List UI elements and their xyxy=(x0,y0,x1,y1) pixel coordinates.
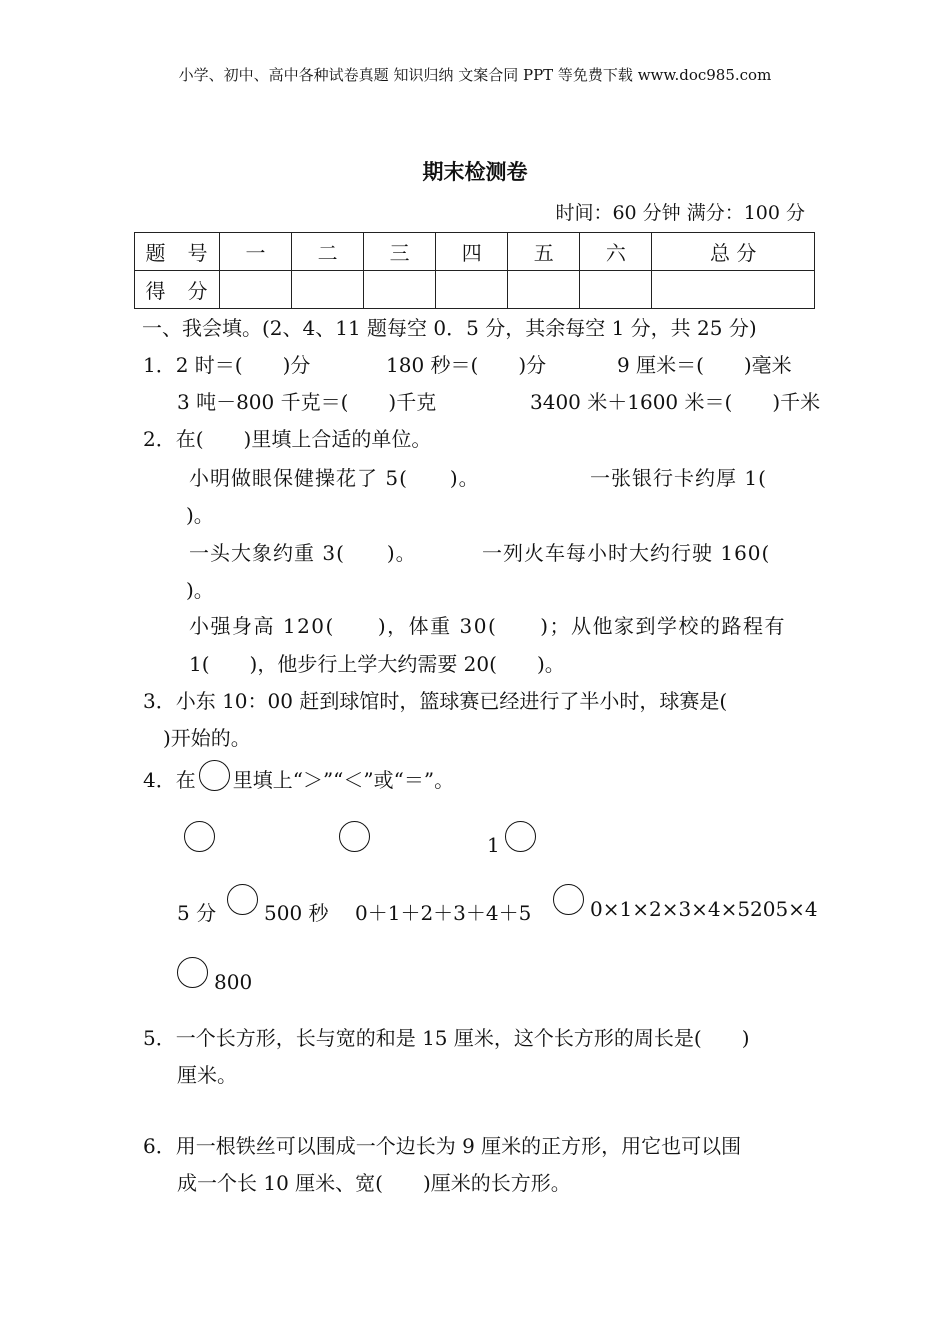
q1-item-c: 9 厘米＝( )毫米 xyxy=(617,353,792,377)
table-cell: 六 xyxy=(580,233,652,271)
comparison-circle xyxy=(199,760,230,791)
score-cell[interactable] xyxy=(508,271,580,309)
score-cell[interactable] xyxy=(652,271,815,309)
q1-item-e: 3400 米＋1600 米＝( )千米 xyxy=(530,390,821,414)
table-cell: 五 xyxy=(508,233,580,271)
q4-stem-suffix: 里填上“＞”“＜”或“＝”。 xyxy=(232,768,455,792)
q2-line: 一头大象约重 3( )。 xyxy=(189,541,417,565)
q4-expr: 500 秒 xyxy=(264,901,329,925)
q3-line: )开始的。 xyxy=(163,726,251,750)
q2-line: 一张银行卡约厚 1( xyxy=(590,466,767,490)
comparison-circle[interactable] xyxy=(553,884,584,915)
q6-line: 成一个长 10 厘米、宽( )厘米的长方形。 xyxy=(177,1171,571,1195)
page-title: 期末检测卷 xyxy=(422,160,528,184)
time-info: 时间：60 分钟 满分：100 分 xyxy=(555,202,805,224)
q2-line: 一列火车每小时大约行驶 160( xyxy=(482,541,771,565)
score-table xyxy=(134,232,815,309)
q1-item-a: 1．2 时＝( )分 xyxy=(143,353,311,377)
table-cell: 二 xyxy=(292,233,364,271)
table-cell: 总 分 xyxy=(652,233,815,271)
q4-expr: 0×1×2×3×4×5 xyxy=(590,897,751,921)
q4-expr: 0＋1＋2＋3＋4＋5 xyxy=(355,901,532,925)
comparison-circle[interactable] xyxy=(184,821,215,852)
q4-number: 1 xyxy=(487,833,500,857)
q5-line: 5．一个长方形，长与宽的和是 15 厘米，这个长方形的周长是( ) xyxy=(143,1026,750,1050)
table-cell: 题 号 xyxy=(135,233,220,271)
comparison-circle[interactable] xyxy=(177,957,208,988)
q2-stem: 2．在( )里填上合适的单位。 xyxy=(143,427,432,451)
q4-stem xyxy=(143,760,454,797)
table-cell: 三 xyxy=(364,233,436,271)
score-cell[interactable] xyxy=(220,271,292,309)
q3-line: 3．小东 10：00 赶到球馆时，篮球赛已经进行了半小时，球赛是( xyxy=(143,689,728,713)
table-row xyxy=(135,271,815,309)
q4-stem-prefix: 4．在 xyxy=(143,768,196,792)
q1-item-d: 3 吨－800 千克＝( )千克 xyxy=(177,390,437,414)
q4-expr: 800 xyxy=(214,970,253,994)
table-cell: 一 xyxy=(220,233,292,271)
table-cell: 四 xyxy=(436,233,508,271)
comparison-circle[interactable] xyxy=(227,884,258,915)
q2-line: 小强身高 120( )，体重 30( )；从他家到学校的路程有 xyxy=(189,614,787,638)
q2-line: 小明做眼保健操花了 5( )。 xyxy=(189,466,480,490)
q5-line: 厘米。 xyxy=(177,1063,237,1087)
page-header: 小学、初中、高中各种试卷真题 知识归纳 文案合同 PPT 等免费下载 www.doc985.com xyxy=(178,66,772,84)
q2-line: 1( )，他步行上学大约需要 20( )。 xyxy=(189,652,565,676)
comparison-circle[interactable] xyxy=(339,821,370,852)
score-cell[interactable] xyxy=(292,271,364,309)
score-cell[interactable] xyxy=(580,271,652,309)
table-row xyxy=(135,233,815,271)
comparison-circle[interactable] xyxy=(505,821,536,852)
table-cell: 得 分 xyxy=(135,271,220,309)
q4-expr: 5 分 xyxy=(177,901,217,925)
q2-line: )。 xyxy=(186,578,214,602)
q2-line: )。 xyxy=(186,503,214,527)
q4-expr: 205×4 xyxy=(750,897,818,921)
score-cell[interactable] xyxy=(364,271,436,309)
score-cell[interactable] xyxy=(436,271,508,309)
section-heading: 一、我会填。(2、4、11 题每空 0．5 分，其余每空 1 分，共 25 分) xyxy=(142,316,757,340)
q1-item-b: 180 秒＝( )分 xyxy=(386,353,547,377)
q6-line: 6．用一根铁丝可以围成一个边长为 9 厘米的正方形，用它也可以围 xyxy=(143,1134,742,1158)
